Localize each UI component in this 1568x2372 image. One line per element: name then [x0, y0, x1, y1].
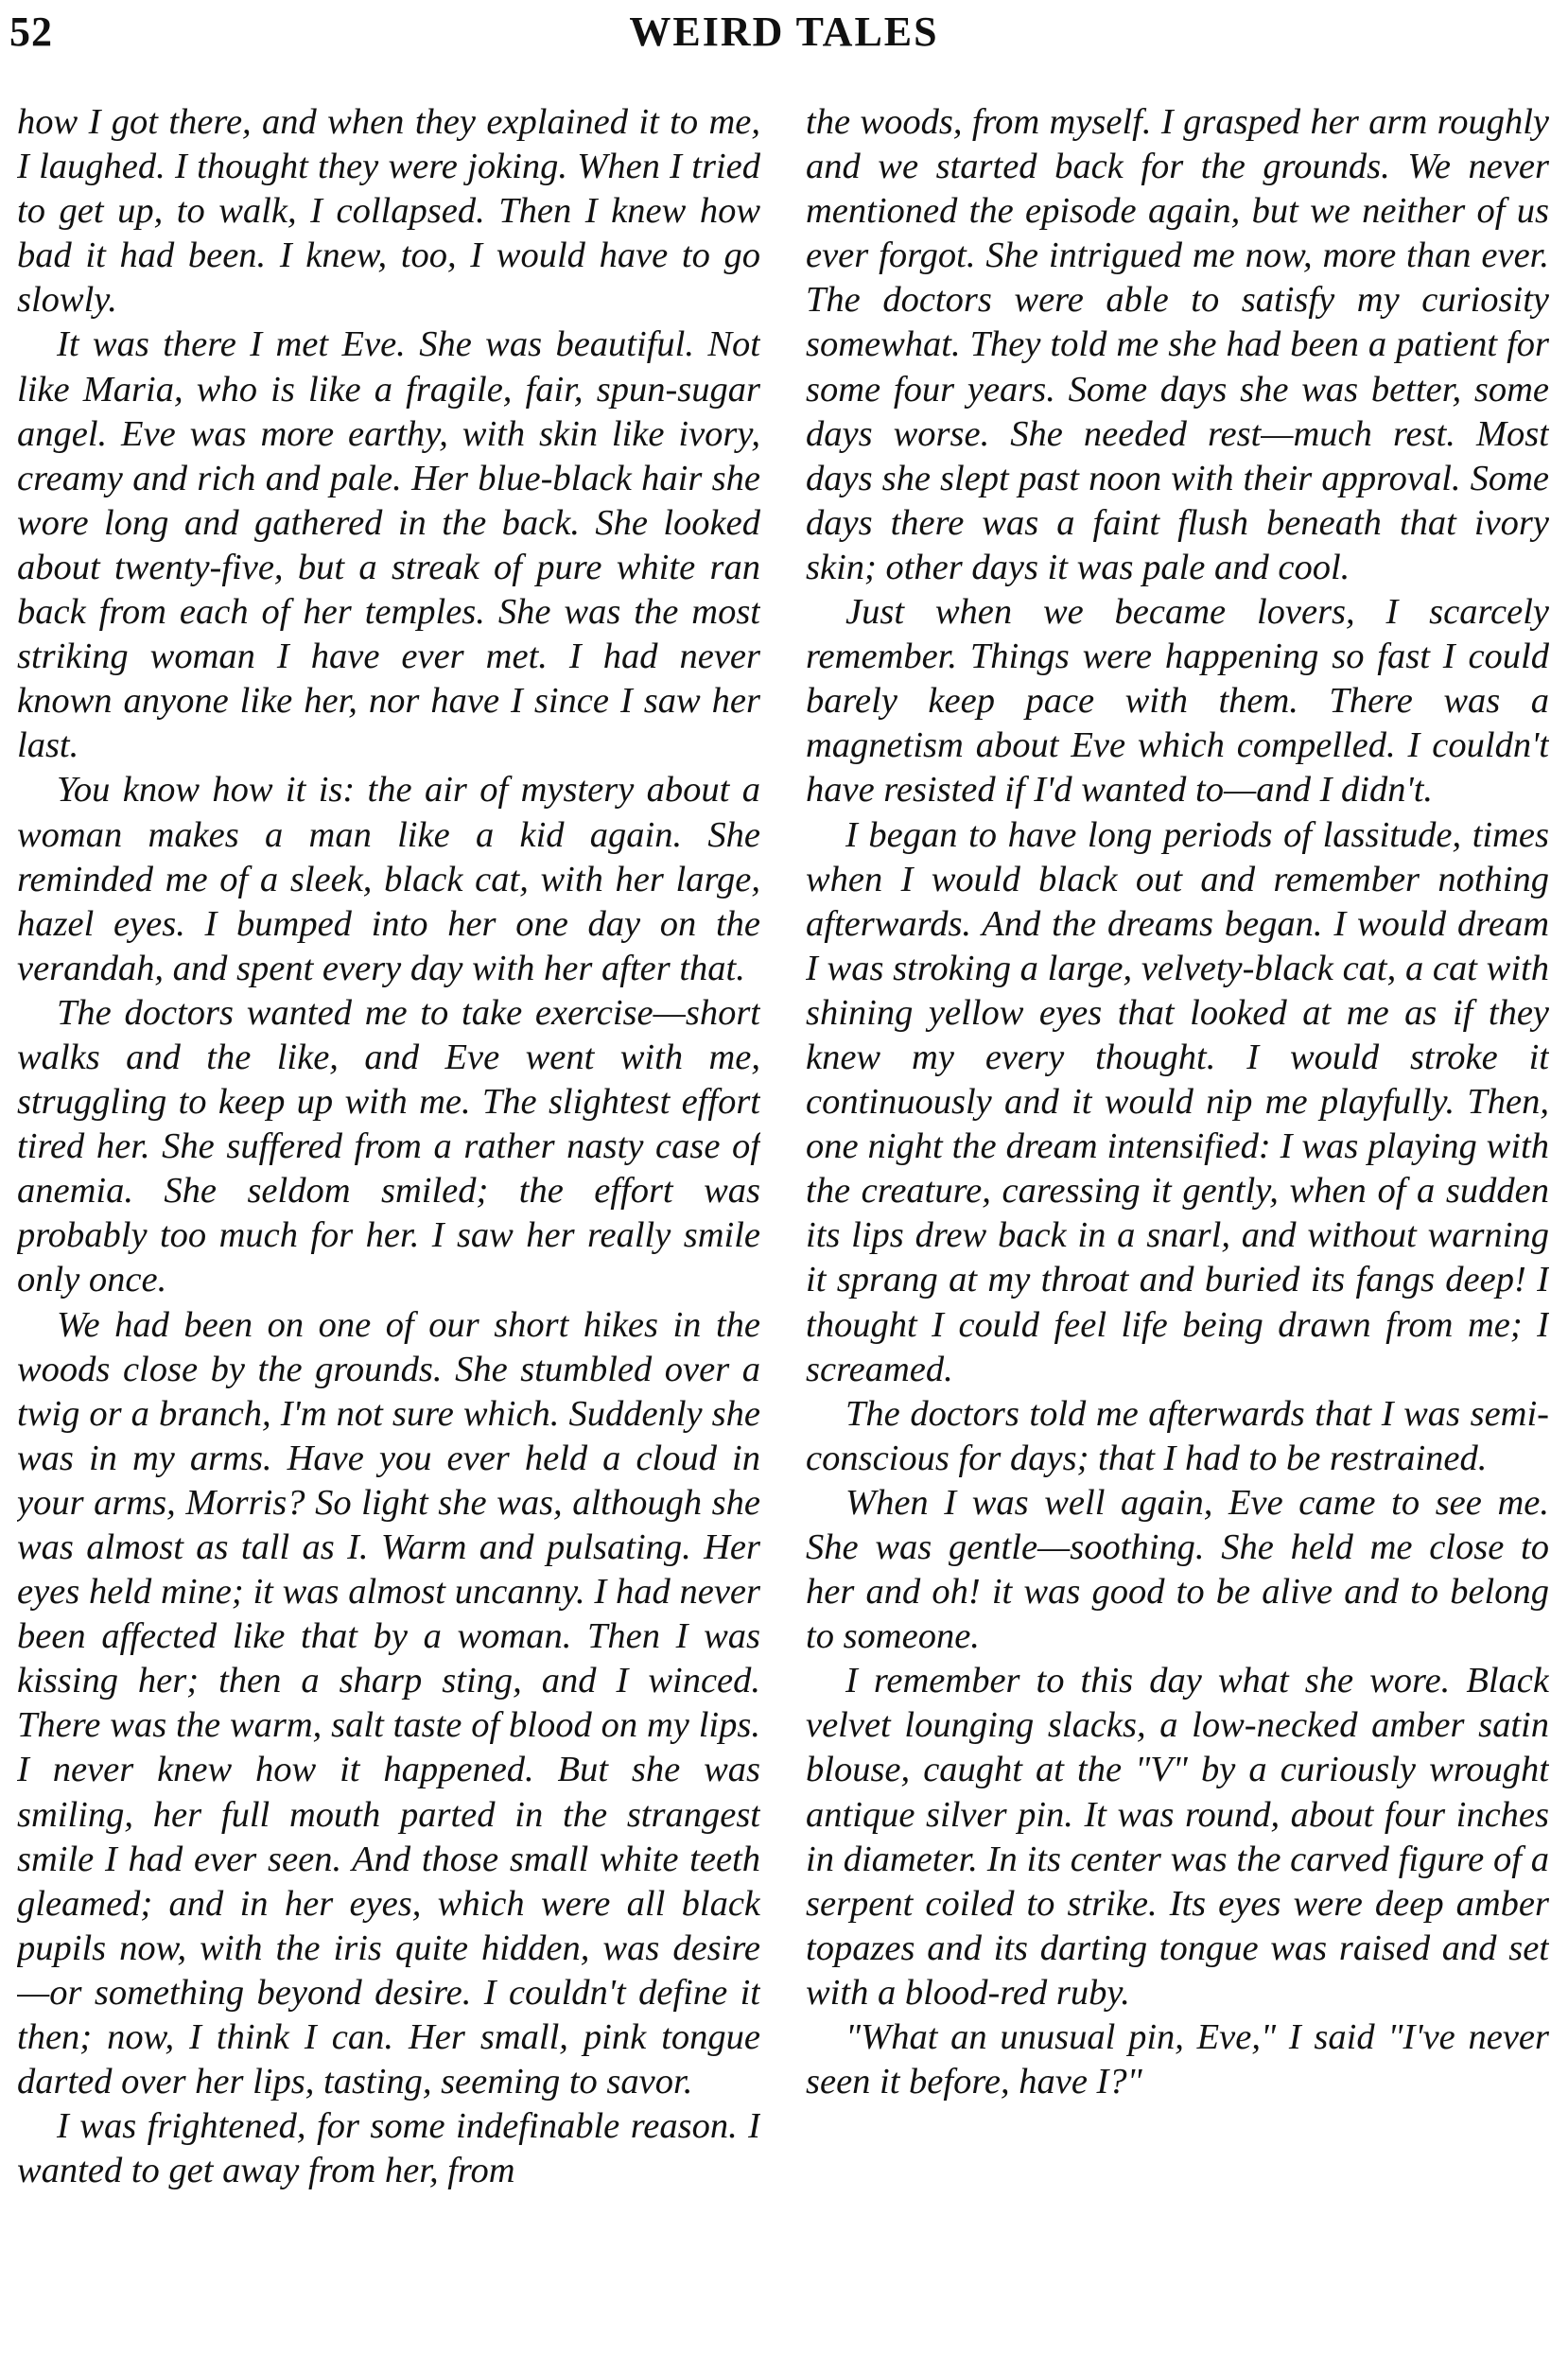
paragraph: the woods, from myself. I grasped her arm roughly and we started back for the grounds. We never mentioned the episode again, but we neither of us ever forgot. She intrigued me now, more than ever. The doctors were able to satisfy my curiosity somewhat. They told me she had been a patient for some four years. Some days she was better, some days worse. She needed rest—much rest. Most days she slept past noon with their approval. Some days there was a faint flush beneath that ivory skin; other days it was pale and cool. — [806, 102, 1549, 587]
paragraph: You know how it is: the air of mystery about a woman makes a man like a kid again. She reminded me of a sleek, black cat, with her large, hazel eyes. I bumped into her one day on the verandah, and spent every day with her after that. — [17, 770, 760, 988]
right-text-column — [806, 100, 1549, 2361]
page-header — [9, 6, 1559, 72]
paragraph: "What an unusual pin, Eve," I said "I've never seen it before, have I?" — [806, 2017, 1549, 2102]
left-text-column — [17, 100, 760, 2361]
paragraph: Just when we became lovers, I scarcely remember. Things were happening so fast I could barely keep pace with them. There was a magnetism about Eve which compelled. I couldn't have resisted if I'd wanted to—and I didn't. — [806, 592, 1549, 811]
paragraph: When I was well again, Eve came to see me. She was gentle—soothing. She held me close to her and oh! it was good to be alive and to belong to someone. — [806, 1482, 1549, 1657]
paragraph: how I got there, and when they explained it to me, I laughed. I thought they were joking. When I tried to get up, to walk, I collapsed. Then I knew how bad it had been. I knew, too, I would have to go slowly. — [17, 102, 760, 321]
paragraph: The doctors told me afterwards that I was semi-conscious for days; that I had to be restrained. — [806, 1393, 1549, 1478]
running-title: WEIRD TALES — [629, 9, 939, 55]
paragraph: I began to have long periods of lassitude, times when I would black out and remember nothing afterwards. And the dreams began. I would dream I was stroking a large, velvety-black cat, a cat with shining yellow eyes that looked at me as if they knew my every thought. I would stroke it continuously and it would nip me playfully. Then, one night the dream intensified: I was playing with the creature, caressing it gently, when of a sudden its lips drew back in a snarl, and without warning it sprang at my throat and buried its fangs deep! I thought I could feel life being drawn from me; I screamed. — [806, 814, 1549, 1389]
paragraph: I remember to this day what she wore. Black velvet lounging slacks, a low-necked amber satin blouse, caught at the "V" by a curiously wrought antique silver pin. It was round, about four inches in diameter. In its center was the carved figure of a serpent coiled to strike. Its eyes were deep amber topazes and its darting tongue was raised and set with a blood-red ruby. — [806, 1661, 1549, 2013]
paragraph: We had been on one of our short hikes in the woods close by the grounds. She stumbled over a twig or a branch, I'm not sure which. Suddenly she was in my arms. Have you ever held a cloud in your arms, Morris? So light she was, although she was almost as tall as I. Warm and pulsating. Her eyes held mine; it was almost uncanny. I had never been affected like that by a woman. Then I was kissing her; then a sharp sting, and I winced. There was the warm, salt taste of blood on my lips. I never knew how it happened. But she was smiling, her full mouth parted in the strangest smile I had ever seen. And those small white teeth gleamed; and in her eyes, which were all black pupils now, with the iris quite hidden, was desire —or something beyond desire. I couldn't define it then; now, I think I can. Her small, pink tongue darted over her lips, tasting, seeming to savor. — [17, 1304, 760, 2102]
page-number: 52 — [9, 9, 53, 55]
paragraph: The doctors wanted me to take exercise—short walks and the like, and Eve went with me, struggling to keep up with me. The slightest effort tired her. She suffered from a rather nasty case of anemia. She seldom smiled; the effort was probably too much for her. I saw her really smile only once. — [17, 992, 760, 1300]
paragraph: It was there I met Eve. She was beautiful. Not like Maria, who is like a fragile, fair, spun-sugar angel. Eve was more earthy, with skin like ivory, creamy and rich and pale. Her blue-black hair she wore long and gathered in the back. She looked about twenty-five, but a streak of pure white ran back from each of her temples. She was the most striking woman I have ever met. I had never known anyone like her, nor have I since I saw her last. — [17, 324, 760, 766]
paragraph: I was frightened, for some indefinable reason. I wanted to get away from her, from — [17, 2106, 760, 2191]
